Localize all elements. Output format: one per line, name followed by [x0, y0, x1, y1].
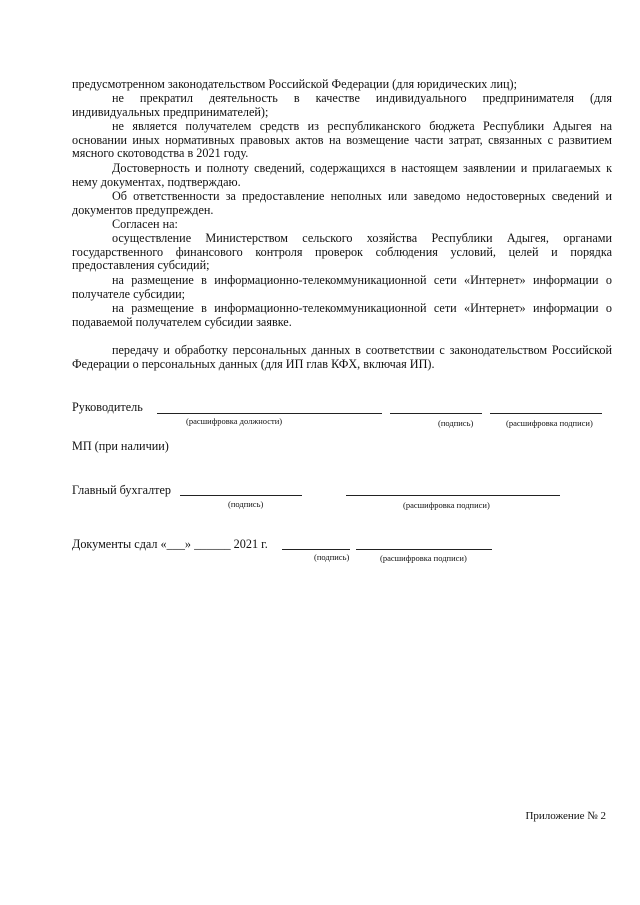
- head-signature-line: [390, 413, 482, 414]
- paragraph-personal-data: передачу и обработку персональных данных в соответствии с законодательством Российской Федерации о персональных данных (для ИП глав КФХ, включая ИП).: [72, 343, 612, 371]
- head-caption-signature: (подпись): [438, 418, 474, 428]
- head-position-line: [157, 413, 382, 414]
- documents-caption-signature: (подпись): [314, 552, 350, 562]
- accountant-signature-line: [180, 495, 302, 496]
- paragraph-responsibility: Об ответственности за предоставление неполных или заведомо недостоверных сведений и документов предупрежден.: [72, 189, 612, 217]
- paragraph-agree-inspections: осуществление Министерством сельского хозяйства Республики Адыгея, органами государственного финансового контроля проверок соблюдения условий, целей и порядка предоставления субсидий;: [72, 231, 612, 273]
- paragraph-agree-publish-recipient: на размещение в информационно-телекоммуникационной сети «Интернет» информации о получателе субсидии;: [72, 273, 612, 301]
- accountant-caption-decode: (расшифровка подписи): [403, 500, 490, 510]
- head-decode-line: [490, 413, 602, 414]
- accountant-caption-signature: (подпись): [228, 499, 264, 509]
- paragraph-individual-entrepreneur: не прекратил деятельность в качестве индивидуального предпринимателя (для индивидуальных предпринимателей);: [72, 91, 612, 119]
- documents-submitted-label: Документы сдал «___» ______ 2021 г.: [72, 537, 268, 551]
- documents-decode-line: [356, 549, 492, 550]
- paragraph-legal-entities: предусмотренном законодательством Российской Федерации (для юридических лиц);: [72, 77, 517, 91]
- head-label: Руководитель: [72, 400, 143, 414]
- paragraph-budget-funds: не является получателем средств из республиканского бюджета Республики Адыгея на основании иных нормативных правовых актов на возмещение части затрат, связанных с развитием мясного скотоводства в 2021 году.: [72, 119, 612, 161]
- paragraph-agree-publish-application: на размещение в информационно-телекоммуникационной сети «Интернет» информации о подаваемой получателем субсидии заявке.: [72, 301, 612, 329]
- accountant-decode-line: [346, 495, 560, 496]
- appendix-number: Приложение № 2: [525, 810, 606, 822]
- paragraph-reliability: Достоверность и полноту сведений, содержащихся в настоящем заявлении и прилагаемых к нему документах, подтверждаю.: [72, 161, 612, 189]
- documents-signature-line: [282, 549, 350, 550]
- documents-caption-decode: (расшифровка подписи): [380, 553, 467, 563]
- paragraph-agree-heading: Согласен на:: [112, 217, 178, 231]
- head-caption-decode: (расшифровка подписи): [506, 418, 593, 428]
- stamp-label: МП (при наличии): [72, 439, 169, 453]
- accountant-label: Главный бухгалтер: [72, 483, 172, 497]
- head-caption-position: (расшифровка должности): [186, 416, 283, 426]
